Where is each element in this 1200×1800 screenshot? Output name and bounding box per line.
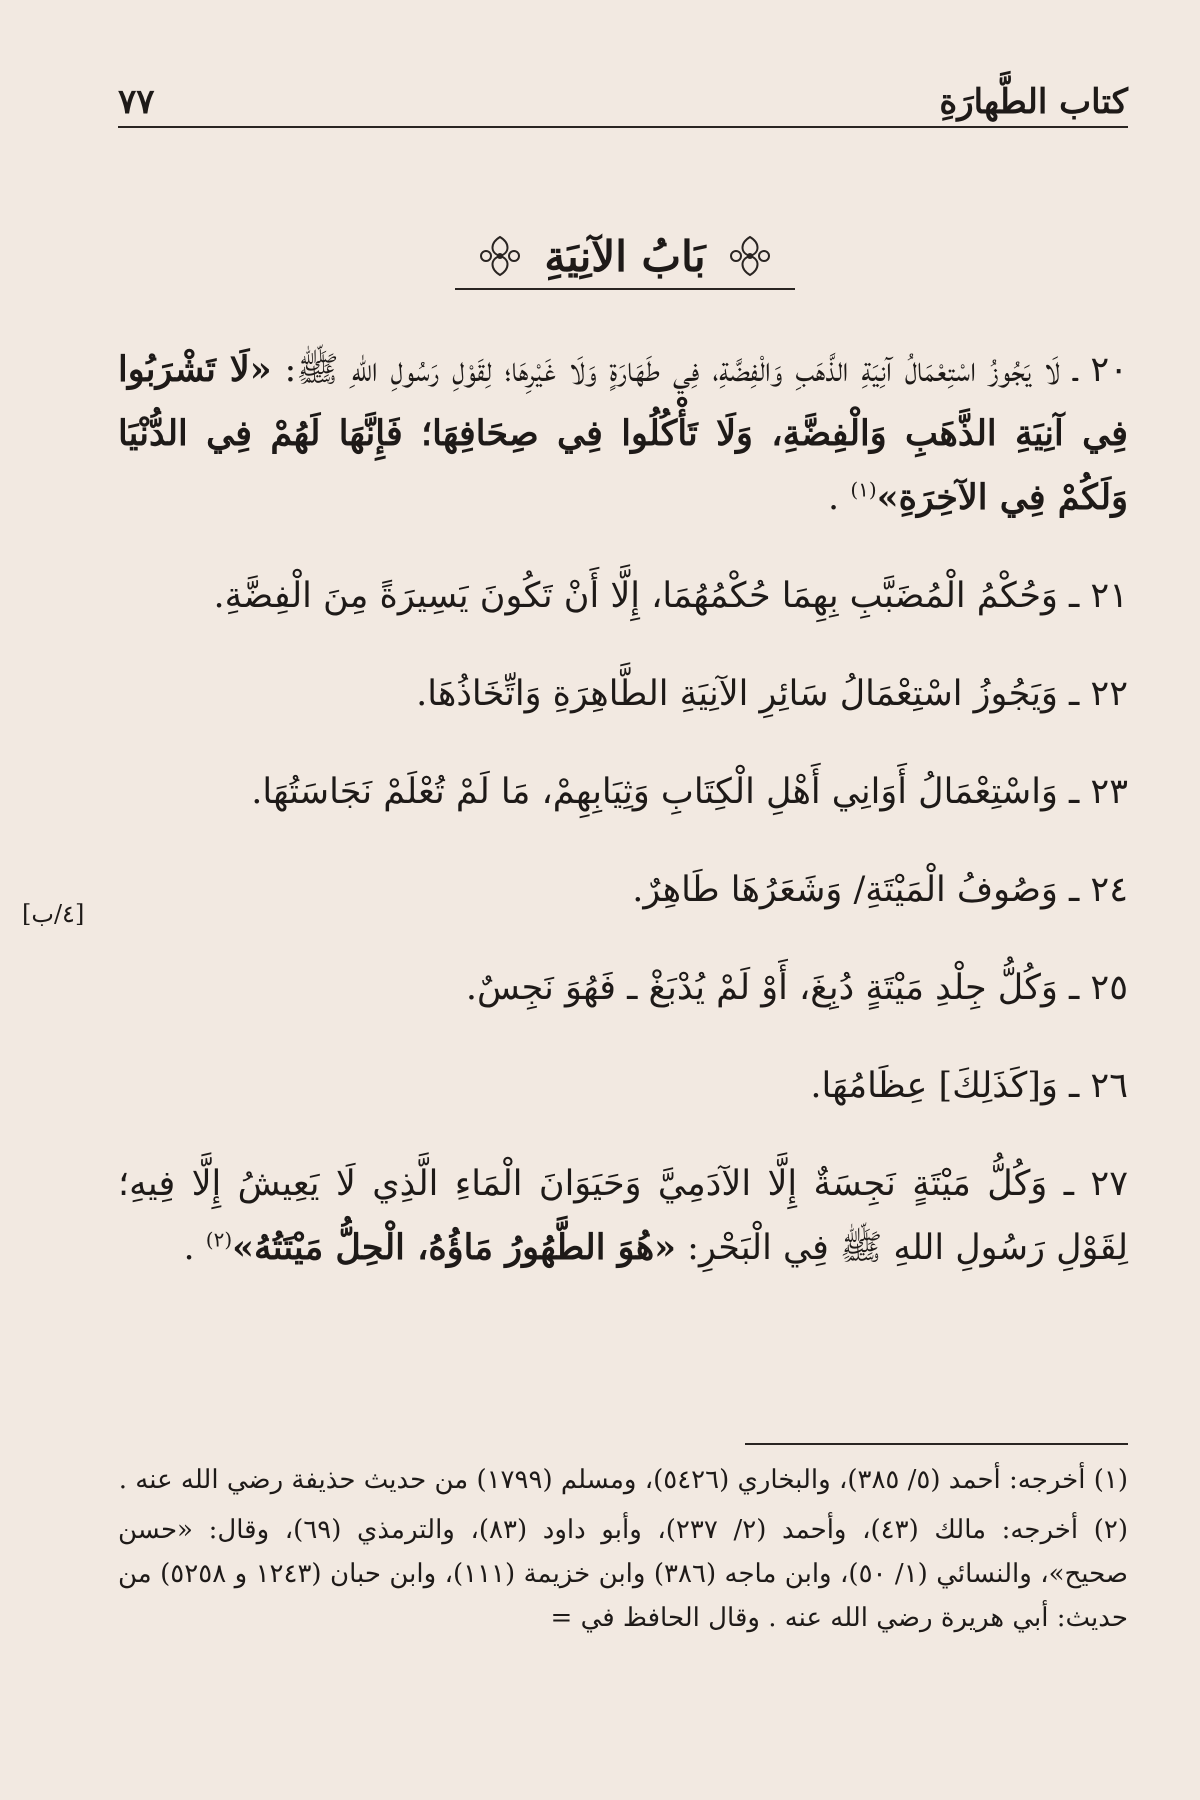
paragraph-end: . [828, 478, 840, 518]
paragraph-21: ٢١ ـ وَحُكْمُ الْمُضَبَّبِ بِهِمَا حُكْمُهُمَا، إِلَّا أَنْ تَكُونَ يَسِيرَةً مِنَ الْفِضَّةِ. [213, 576, 1128, 616]
running-title: كتاب الطَّهارَةِ [939, 82, 1128, 122]
paragraph-24: ٢٤ ـ وَصُوفُ الْمَيْتَةِ/ وَشَعَرُهَا طَاهِرٌ. [632, 870, 1128, 910]
paragraph-23: ٢٣ ـ وَاسْتِعْمَالُ أَوَانِي أَهْلِ الْكِتَابِ وَثِيَابِهِمْ، مَا لَمْ تُعْلَمْ نَجَاسَتُهَا. [251, 772, 1128, 812]
main-text [118, 338, 1128, 1314]
paragraph-number: ٢٤ [1090, 870, 1128, 910]
page-number: ٧٧ [118, 82, 155, 122]
footnote-2 [118, 1508, 1128, 1640]
paragraph-number: ٢٣ [1090, 772, 1128, 812]
paragraph-text: وَيَجُوزُ اسْتِعْمَالُ سَائِرِ الآنِيَةِ الطَّاهِرَةِ وَاتِّخَاذُهَا. [416, 674, 1058, 714]
footnotes [118, 1458, 1128, 1646]
manuscript-folio-note: [٤/ب] [22, 900, 85, 928]
paragraph-number: ٢٥ [1090, 968, 1128, 1008]
paragraph-text: وَ[كَذَلِكَ] عِظَامُهَا. [810, 1066, 1058, 1106]
paragraph-26: ٢٦ ـ وَ[كَذَلِكَ] عِظَامُهَا. [810, 1066, 1128, 1106]
footnote-text: أخرجه: أحمد (٥/ ٣٨٥)، والبخاري (٥٤٢٦)، ومسلم (١٧٩٩) من حديث حذيفة رضي الله عنه . [118, 1465, 1086, 1495]
ornament-left-icon [478, 233, 522, 279]
hadith-quote: «هُوَ الطَّهُورُ مَاؤُهُ، الْحِلُّ مَيْتَتُهُ» [232, 1227, 677, 1268]
paragraph-27: ٢٧ ـ وَكُلُّ مَيْتَةٍ نَجِسَةٌ إِلَّا الآدَمِيَّ وَحَيَوَانَ الْمَاءِ الَّذِي لَا يَعِيشُ إِلَّا فِيهِ؛ لِقَوْلِ رَسُولِ اللهِ ﷺ فِي الْبَحْرِ: «هُوَ الطَّهُورُ مَاؤُهُ، الْحِلُّ مَيْتَتُهُ»$^{(٢)}$ . [118, 1164, 1128, 1268]
chapter-title: بَابُ الآنِيَةِ [544, 231, 706, 281]
header-rule [118, 126, 1128, 128]
hadith-quote: «لَا تَشْرَبُوا فِي آنِيَةِ الذَّهَبِ وَالْفِضَّةِ، وَلَا تَأْكُلُوا فِي صِحَافِهَا؛ فَإِنَّهَا لَهُمْ فِي الدُّنْيَا وَلَكُمْ فِي الآخِرَةِ» [118, 349, 1128, 518]
paragraph-text: وَاسْتِعْمَالُ أَوَانِي أَهْلِ الْكِتَابِ وَثِيَابِهِمْ، مَا لَمْ تُعْلَمْ نَجَاسَتُهَا. [251, 772, 1058, 812]
footnote-rule [745, 1443, 1128, 1445]
ornament-right-icon [728, 233, 772, 279]
paragraph-end: . [183, 1228, 195, 1268]
paragraph-22: ٢٢ ـ وَيَجُوزُ اسْتِعْمَالُ سَائِرِ الآنِيَةِ الطَّاهِرَةِ وَاتِّخَاذُهَا. [416, 674, 1128, 714]
paragraph-number: ٢٠ [1090, 350, 1128, 390]
paragraph-number: ٢٦ [1090, 1066, 1128, 1106]
paragraph-text: لَا يَجُوزُ اسْتِعْمَالُ آنِيَةِ الذَّهَبِ وَالْفِضَّةِ، فِي طَهَارَةٍ وَلَا غَيْرِهَا؛ لِقَوْلِ رَسُولِ اللهِ ﷺ: [284, 350, 1061, 390]
paragraph-text: وَكُلُّ مَيْتَةٍ نَجِسَةٌ إِلَّا الآدَمِيَّ وَحَيَوَانَ الْمَاءِ الَّذِي لَا يَعِيشُ إِلَّا فِيهِ؛ لِقَوْلِ رَسُولِ اللهِ ﷺ فِي الْبَحْرِ: [118, 1164, 1128, 1268]
chapter-rule [455, 288, 795, 290]
footnote-ref[interactable]: (١) [850, 477, 877, 502]
paragraph-20: ٢٠ ـ لَا يَجُوزُ اسْتِعْمَالُ آنِيَةِ الذَّهَبِ وَالْفِضَّةِ، فِي طَهَارَةٍ وَلَا غَيْرِهَا؛ لِقَوْلِ رَسُولِ اللهِ ﷺ: «لَا تَشْرَبُوا فِي آنِيَةِ الذَّهَبِ وَالْفِضَّةِ، وَلَا تَأْكُلُوا فِي صِحَافِهَا؛ فَإِنَّهَا لَهُمْ فِي الدُّنْيَا وَلَكُمْ فِي الآخِرَةِ»$^{(١)}$ . [118, 349, 1128, 518]
footnote-ref[interactable]: (٢) [205, 1227, 233, 1252]
page-header [118, 66, 1128, 122]
paragraph-number: ٢٧ [1090, 1164, 1128, 1204]
paragraph-text: وَكُلُّ جِلْدِ مَيْتَةٍ دُبِغَ، أَوْ لَمْ يُدْبَغْ ـ فَهُوَ نَجِسٌ. [465, 968, 1058, 1008]
paragraph-number: ٢١ [1090, 576, 1128, 616]
paragraph-text: وَحُكْمُ الْمُضَبَّبِ بِهِمَا حُكْمُهُمَا، إِلَّا أَنْ تَكُونَ يَسِيرَةً مِنَ الْفِضَّةِ. [213, 576, 1058, 616]
paragraph-25: ٢٥ ـ وَكُلُّ جِلْدِ مَيْتَةٍ دُبِغَ، أَوْ لَمْ يُدْبَغْ ـ فَهُوَ نَجِسٌ. [465, 968, 1128, 1008]
footnote-1 [118, 1458, 1128, 1502]
footnote-number: (٢) [1093, 1515, 1129, 1545]
footnote-text: أخرجه: مالك (٤٣)، وأحمد (٢/ ٢٣٧)، وأبو داود (٨٣)، والترمذي (٦٩)، وقال: «حسن صحيح»، والنسائي (١/ ٥٠)، وابن ماجه (٣٨٦) وابن خزيمة (١١١)، وابن حبان (١٢٤٣ و ٥٢٥٨) من حديث: أبي هريرة رضي الله عنه . وقال الحافظ في = [118, 1515, 1129, 1633]
paragraph-text: وَصُوفُ الْمَيْتَةِ/ وَشَعَرُهَا طَاهِرٌ. [632, 870, 1058, 910]
footnote-number: (١) [1093, 1465, 1128, 1495]
chapter-heading [455, 220, 795, 292]
bleed-through-text: ‏ ‏ ‏ ‏ ‏ [1051, 168, 1090, 203]
paragraph-number: ٢٢ [1090, 674, 1128, 714]
